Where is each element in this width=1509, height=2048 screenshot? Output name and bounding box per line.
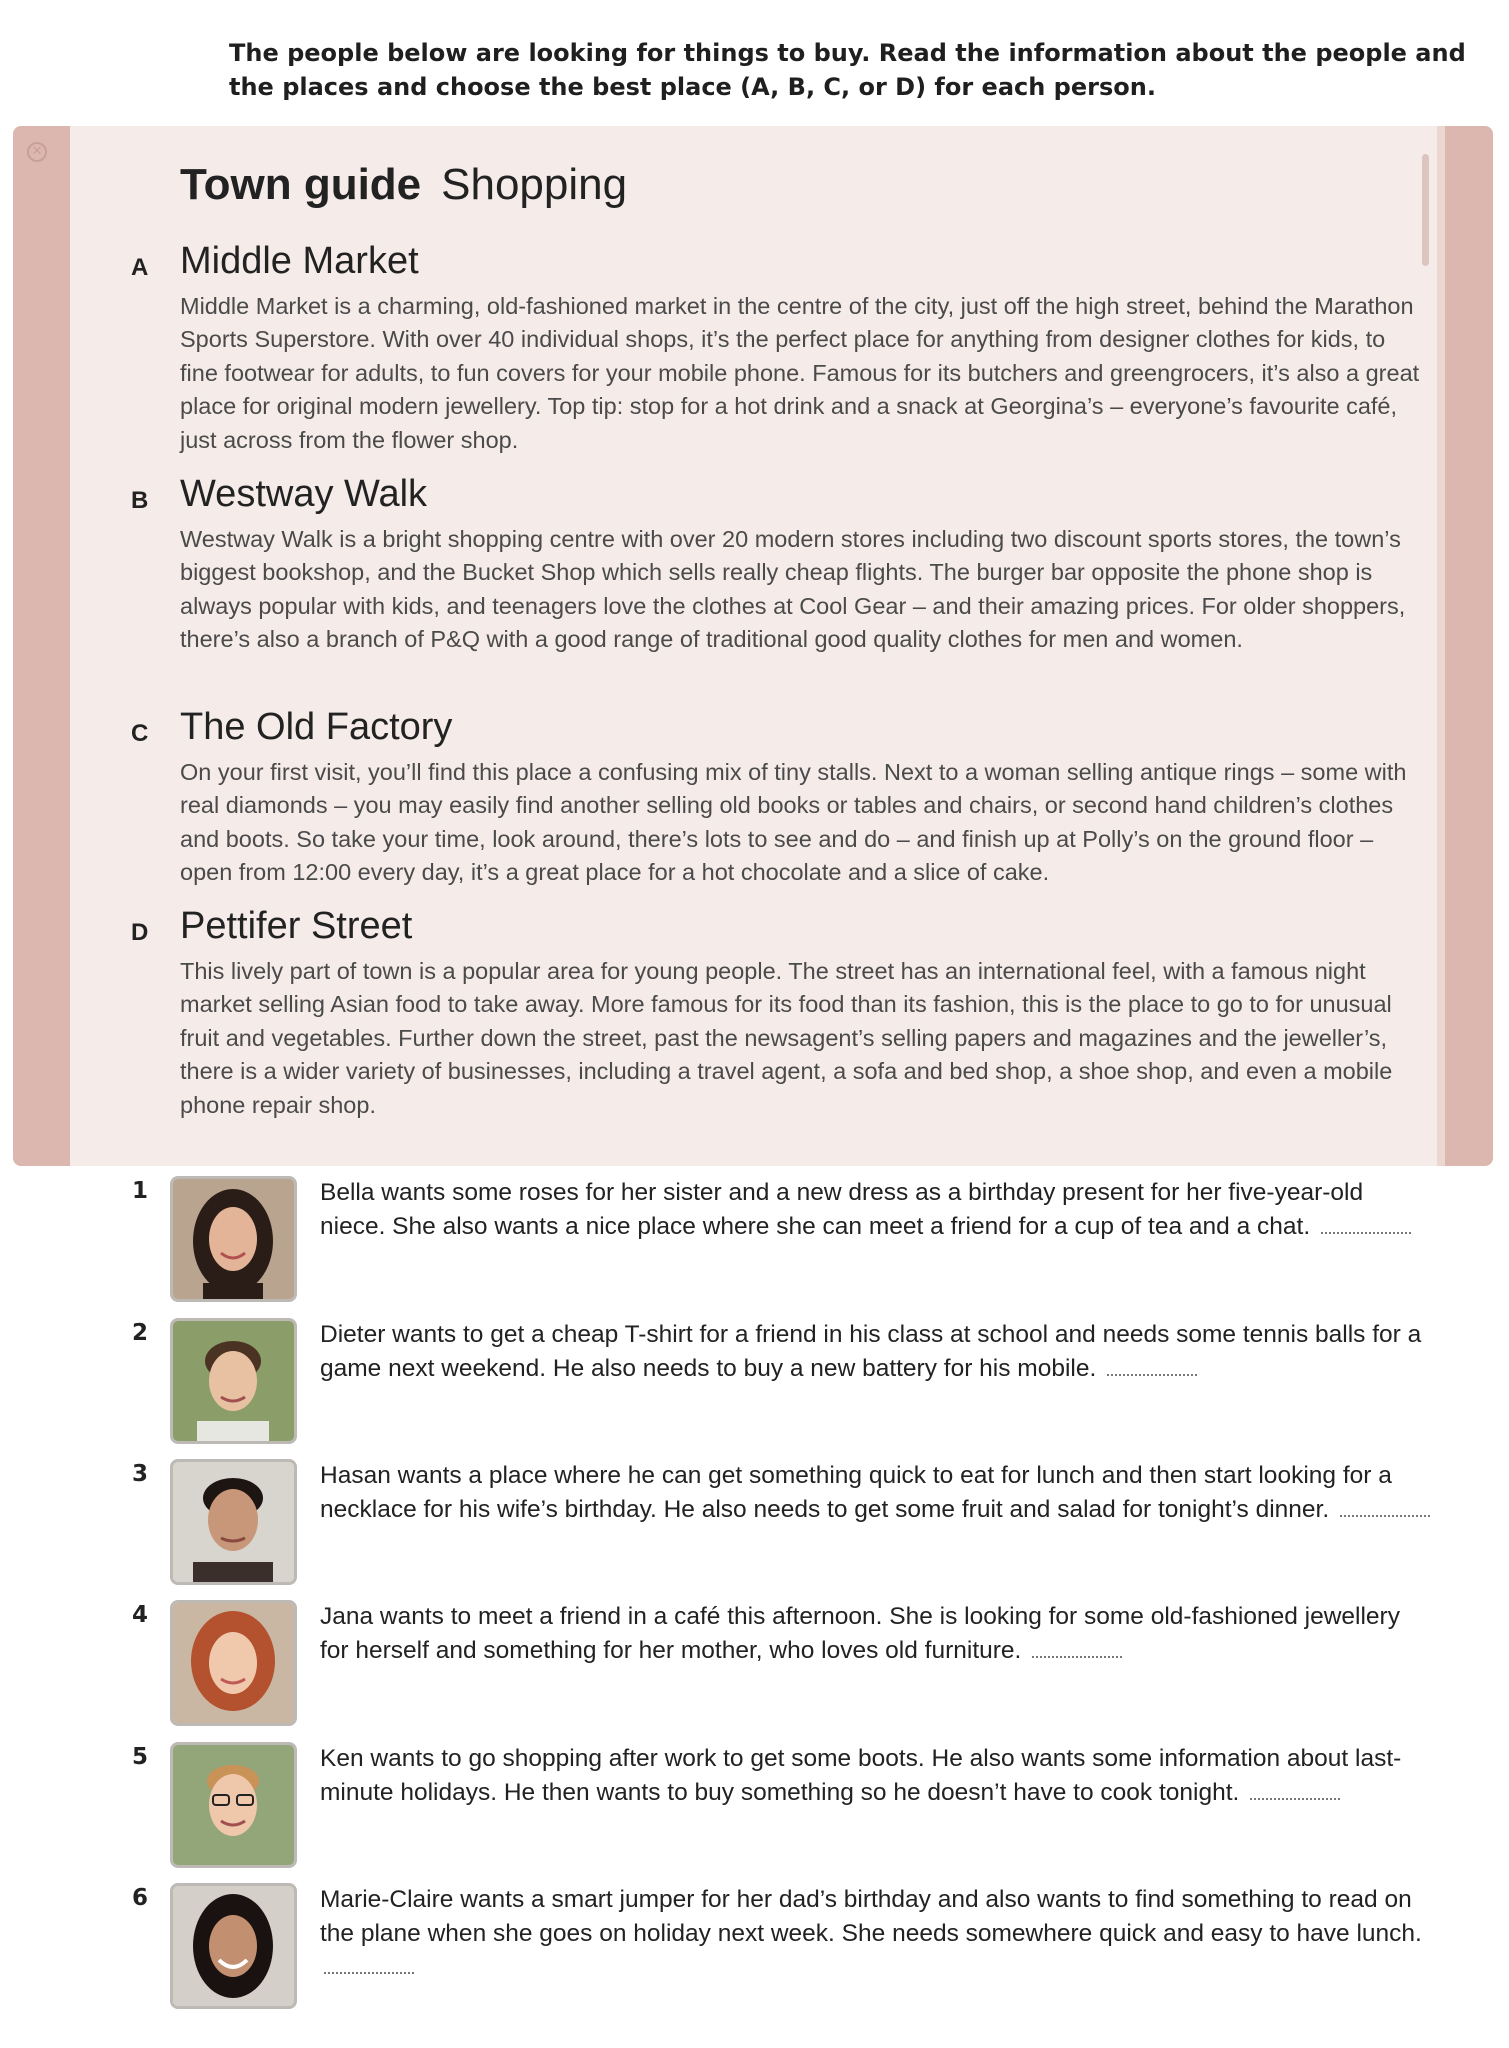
section-heading: Middle Market — [180, 240, 419, 282]
section-letter: C — [131, 720, 149, 747]
person-3 — [0, 1459, 1509, 1589]
person-text: Bella wants some roses for her sister and a new dress as a birthday present for her five-year-old niece. She also wants a nice place where she can meet a friend for a cup of tea and a chat. — [320, 1179, 1364, 1240]
section-body: Middle Market is a charming, old-fashioned market in the centre of the city, just off the high street, behind the Marathon Sports Superstore. With over 40 individual shops, it’s the perfect place for anything from designer clothes for kids, to fine footwear for adults, to fun covers for your mobile phone. Famous for its butchers and greengrocers, it’s also a great place for original modern jewellery. Top tip: stop for a hot drink and a snack at Georgina’s – everyone’s favourite café, just across from the flower shop. — [180, 293, 1420, 453]
person-text: Jana wants to meet a friend in a café this afternoon. She is looking for some old-fashioned jewellery for herself and something for her mother, who loves old furniture. — [320, 1603, 1400, 1664]
person-6 — [0, 1883, 1509, 2013]
person-text: Dieter wants to get a cheap T-shirt for a friend in his class at school and needs some tennis balls for a game next weekend. He also needs to buy a new battery for his mobile. — [320, 1321, 1422, 1382]
person-text: Ken wants to go shopping after work to get some boots. He also wants some information about last-minute holidays. He then wants to buy something so he doesn’t have to cook tonight. — [320, 1745, 1402, 1806]
scrollbar-thumb[interactable] — [1422, 154, 1429, 266]
section-body: Westway Walk is a bright shopping centre with over 20 modern stores including two discount sports stores, the town’s biggest bookshop, and the Bucket Shop which sells really cheap flights. The burger bar opposite the phone shop is always popular with kids, and teenagers love the clothes at Cool Gear – and their amazing prices. For older shoppers, there’s also a branch of P&Q with a good range of traditional good quality clothes for men and women. — [180, 526, 1406, 653]
section-heading: The Old Factory — [180, 706, 453, 748]
guide-title — [180, 160, 627, 210]
town-guide-panel — [13, 126, 1493, 1166]
person-description — [320, 1318, 1430, 1385]
person-number: 1 — [132, 1178, 149, 1204]
person-description — [320, 1176, 1430, 1243]
person-5 — [0, 1742, 1509, 1872]
person-2 — [0, 1318, 1509, 1448]
person-description — [320, 1600, 1430, 1667]
guide-title-main: Town guide — [180, 160, 422, 209]
person-description — [320, 1459, 1430, 1526]
section-body: This lively part of town is a popular area for young people. The street has an international feel, with a famous night market selling Asian food to take away. More famous for its food than its fashion, this is the place to go to for unusual fruit and vegetables. Further down the street, past the newsagent’s selling papers and magazines and the jeweller’s, there is a wider variety of businesses, including a travel agent, a sofa and bed shop, a shoe shop, and even a mobile phone repair shop. — [180, 958, 1393, 1118]
person-number: 2 — [132, 1320, 149, 1346]
portrait-image — [170, 1883, 297, 2009]
answer-blank[interactable] — [1321, 1218, 1411, 1234]
person-1 — [0, 1176, 1509, 1306]
section-heading: Pettifer Street — [180, 905, 413, 947]
close-icon[interactable]: ✕ — [27, 142, 47, 162]
person-number: 3 — [132, 1461, 149, 1487]
guide-title-sub: Shopping — [441, 160, 628, 209]
answer-blank[interactable] — [1250, 1784, 1340, 1800]
section-letter: B — [131, 487, 149, 514]
person-text: Hasan wants a place where he can get something quick to eat for lunch and then start looking for a necklace for his wife’s birthday. He also needs to get some fruit and salad for tonight’s dinner. — [320, 1462, 1392, 1523]
person-description — [320, 1742, 1430, 1809]
person-number: 6 — [132, 1885, 149, 1911]
instructions: The people below are looking for things to buy. Read the information about the people and the places and choose the best place (A, B, C, or D) for each person. — [229, 39, 1466, 101]
portrait-image — [170, 1459, 297, 1585]
portrait-image — [170, 1742, 297, 1868]
answer-blank[interactable] — [1107, 1360, 1197, 1376]
portrait-image — [170, 1318, 297, 1444]
panel-left-border — [13, 126, 70, 1166]
person-number: 4 — [132, 1602, 149, 1628]
section-letter: A — [131, 254, 149, 281]
section-letter: D — [131, 919, 149, 946]
person-number: 5 — [132, 1744, 149, 1770]
person-description — [320, 1883, 1430, 1984]
person-text: Marie-Claire wants a smart jumper for her dad’s birthday and also wants to find something to read on the plane when she goes on holiday next week. She needs somewhere quick and easy to have lunch. — [320, 1886, 1422, 1947]
panel-right-border — [1445, 126, 1493, 1166]
answer-blank[interactable] — [1032, 1642, 1122, 1658]
section-body: On your first visit, you’ll find this place a confusing mix of tiny stalls. Next to a woman selling antique rings – some with real diamonds – you may easily find another selling old books or tables and chairs, or second hand children’s clothes and boots. So take your time, look around, there’s lots to see and do – and finish up at Polly’s on the ground floor – open from 12:00 every day, it’s a great place for a hot chocolate and a slice of cake. — [180, 759, 1407, 886]
portrait-image — [170, 1176, 297, 1302]
person-4 — [0, 1600, 1509, 1730]
portrait-image — [170, 1600, 297, 1726]
section-heading: Westway Walk — [180, 473, 428, 515]
answer-blank[interactable] — [1340, 1501, 1430, 1517]
answer-blank[interactable] — [324, 1958, 414, 1974]
